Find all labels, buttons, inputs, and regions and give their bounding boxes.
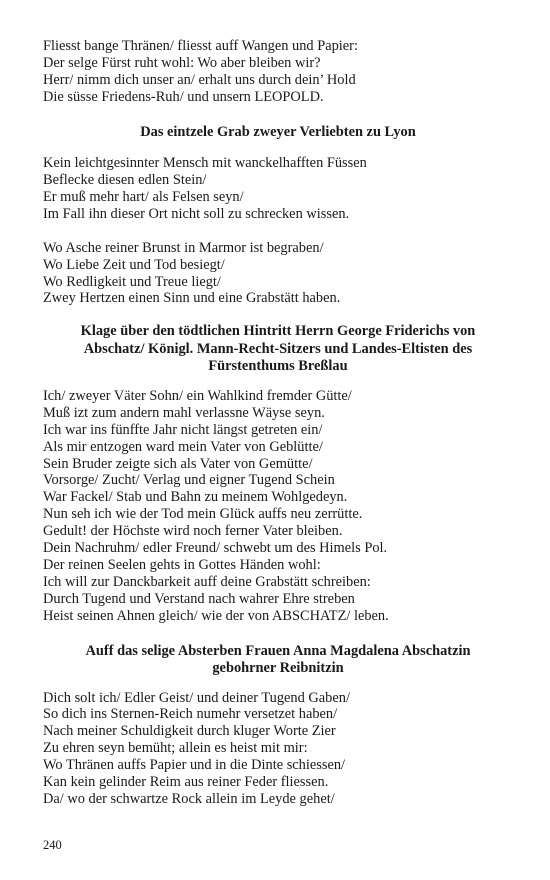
verse-line: Ich will zur Danckbarkeit auff deine Grabstätt schreiben: bbox=[43, 573, 371, 590]
grab-stanza-2 bbox=[43, 240, 513, 308]
poem-title-line: Abschatz/ Königl. Mann-Recht-Sitzers und Landes-Eltisten des bbox=[83, 340, 473, 357]
page-number: 240 bbox=[43, 838, 62, 852]
verse-line: Fliesst bange Thränen/ fliesst auff Wangen und Papier: bbox=[43, 38, 358, 54]
verse-line: War Fackel/ Stab und Bahn zu meinem Wohlgedeyn. bbox=[43, 489, 348, 506]
verse-line: Als mir entzogen ward mein Vater von Geblütte/ bbox=[43, 438, 323, 455]
verse-line: Wo Redligkeit und Treue liegt/ bbox=[43, 273, 221, 290]
poem-title-grab bbox=[43, 124, 513, 142]
verse-line: Durch Tugend und Verstand nach wahrer Ehre streben bbox=[43, 590, 355, 607]
verse-line: Wo Asche reiner Brunst in Marmor ist begraben/ bbox=[43, 239, 324, 256]
verse-line: Herr/ nimm dich unser an/ erhalt uns durch dein’ Hold bbox=[43, 71, 356, 88]
verse-line: Nach meiner Schuldigkeit durch kluger Worte Zier bbox=[43, 723, 336, 740]
verse-line: Die süsse Friedens-Ruh/ und unsern LEOPOLD. bbox=[43, 88, 324, 105]
verse-line: Ich/ zweyer Väter Sohn/ ein Wahlkind fremder Gütte/ bbox=[43, 387, 352, 404]
verse-line: Muß izt zum andern mahl verlassne Wäyse seyn. bbox=[43, 404, 325, 421]
verse-line: Dich solt ich/ Edler Geist/ und deiner Tugend Gaben/ bbox=[43, 689, 350, 706]
verse-line: Vorsorge/ Zucht/ Verlag und eigner Tugend Schein bbox=[43, 472, 335, 489]
verse-line: Der reinen Seelen gehts in Gottes Händen wohl: bbox=[43, 556, 321, 573]
poem-title-line: Klage über den tödtlichen Hintritt Herrn George Friderichs von bbox=[80, 323, 476, 340]
verse-line: Kein leichtgesinnter Mensch mit wanckelhafften Füssen bbox=[43, 155, 367, 172]
verse-line: Zu ehren seyn bemüht; allein es heist mit mir: bbox=[43, 740, 308, 757]
poem-title-absterben bbox=[43, 643, 513, 678]
verse-line: Dein Nachruhm/ edler Freund/ schwebt um des Himels Pol. bbox=[43, 540, 388, 557]
verse-line: Er muß mehr hart/ als Felsen seyn/ bbox=[43, 188, 244, 205]
verse-line: Ich war ins fünffte Jahr nicht längst getreten ein/ bbox=[43, 421, 323, 438]
poem-title-line: gebohrner Reibnitzin bbox=[212, 660, 344, 677]
poem-title-line: Fürstenthums Breßlau bbox=[208, 358, 348, 375]
verse-line: Beflecke diesen edlen Stein/ bbox=[43, 172, 207, 189]
verse-line: Zwey Hertzen einen Sinn und eine Grabstätt haben. bbox=[43, 290, 341, 307]
verse-line: Im Fall ihn dieser Ort nicht soll zu schrecken wissen. bbox=[43, 205, 350, 222]
verse-line: Sein Bruder zeigte sich als Vater von Gemütte/ bbox=[43, 455, 313, 472]
page-body bbox=[43, 38, 513, 808]
verse-line: Kan kein gelinder Reim aus reiner Feder fliessen. bbox=[43, 774, 329, 791]
verse-line: Wo Liebe Zeit und Tod besiegt/ bbox=[43, 256, 225, 273]
verse-line: Wo Thränen auffs Papier und in die Dinte schiessen/ bbox=[43, 757, 346, 774]
verse-line: Der selge Fürst ruht wohl: Wo aber bleiben wir? bbox=[43, 54, 321, 71]
klage-body bbox=[43, 388, 513, 625]
verse-line: Nun seh ich wie der Tod mein Glück auffs neu zerrütte. bbox=[43, 506, 363, 523]
verse-line: Da/ wo der schwartze Rock allein im Leyde gehet/ bbox=[43, 791, 335, 807]
poem-title-klage bbox=[43, 323, 513, 376]
verse-line: So dich ins Sternen-Reich numehr versetzet haben/ bbox=[43, 706, 338, 723]
poem-title-line: Auff das selige Absterben Frauen Anna Magdalena Abschatzin bbox=[85, 642, 471, 659]
poem-title-line: Das eintzele Grab zweyer Verliebten zu Lyon bbox=[140, 123, 416, 140]
verse-line: Heist seinen Ahnen gleich/ wie der von ABSCHATZ/ leben. bbox=[43, 607, 389, 624]
verse-line: Gedult! der Höchste wird noch ferner Vater bleiben. bbox=[43, 523, 343, 540]
top-stanza bbox=[43, 38, 513, 106]
grab-stanza-1 bbox=[43, 155, 513, 223]
absterben-body bbox=[43, 690, 513, 808]
